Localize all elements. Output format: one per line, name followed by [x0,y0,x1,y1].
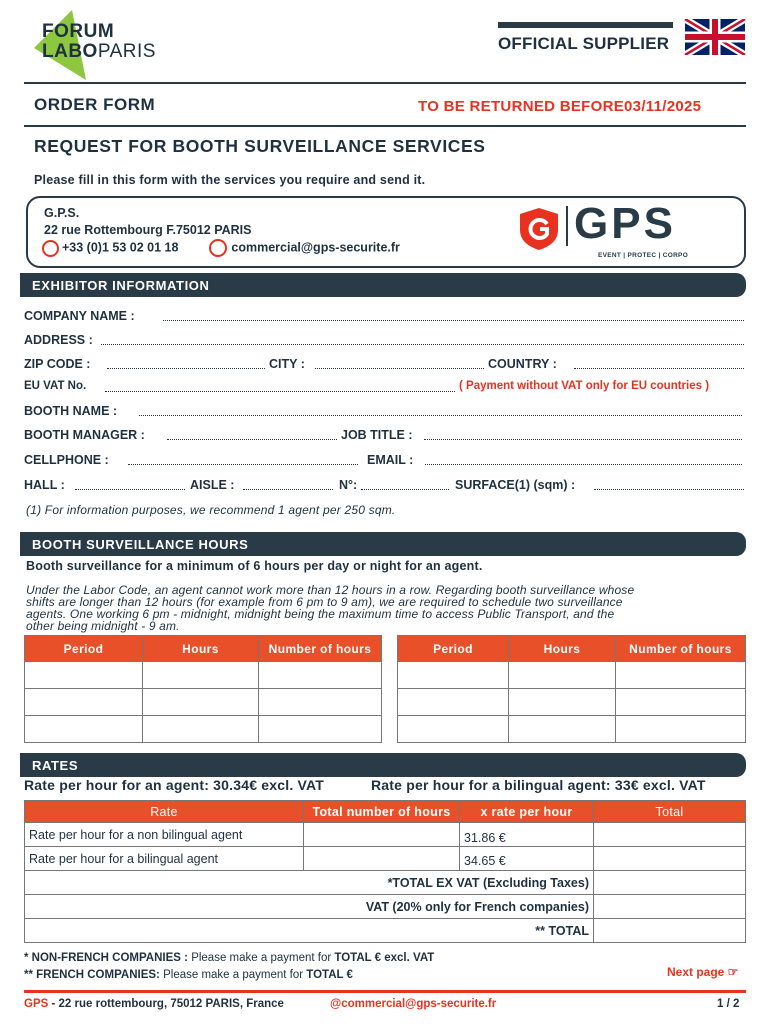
job-title-label: JOB TITLE : [341,428,413,442]
total-input[interactable] [594,919,746,943]
cell-input[interactable] [143,689,259,716]
next-page-link[interactable]: Next page ☞ [667,965,739,979]
cell-input[interactable] [25,716,143,743]
intro-text: Please fill in this form with the services you require and send it. [34,173,426,187]
cell-input[interactable] [259,662,382,689]
cell-input[interactable] [259,716,382,743]
uk-flag-icon[interactable] [684,19,746,55]
col-x-rate: x rate per hour [460,801,594,823]
cell-input[interactable] [509,689,616,716]
cell-input[interactable] [259,689,382,716]
total-ex-vat-label: *TOTAL EX VAT (Excluding Taxes) [25,871,594,895]
bilingual-rate: Rate per hour for a bilingual agent: 33€ excl. VAT [371,777,706,793]
col-hours: Hours [143,636,259,662]
cell-input[interactable] [509,716,616,743]
address-field[interactable] [101,344,744,345]
cell-input[interactable] [398,662,509,689]
page-number: 1 / 2 [717,998,740,1010]
request-title: REQUEST FOR BOOTH SURVEILLANCE SERVICES [34,136,486,156]
table-row [398,689,746,716]
supplier-box [26,196,746,268]
company-field[interactable] [163,320,744,321]
rate-value-bilingual: 34.65 € [460,847,594,871]
supplier-contact [42,239,400,257]
total-input[interactable] [594,823,746,847]
col-period: Period [25,636,143,662]
cell-input[interactable] [509,662,616,689]
col-number-hours: Number of hours [259,636,382,662]
supplier-address: 22 rue Rottembourg F.75012 PARIS [44,223,252,237]
vat-label: VAT (20% only for French companies) [25,895,594,919]
total-hours-input[interactable] [304,823,460,847]
exhibitor-section-title: EXHIBITOR INFORMATION [20,273,746,297]
col-number-hours: Number of hours [616,636,746,662]
footer-rule [24,990,746,993]
table-row [25,847,746,871]
total-input[interactable] [594,847,746,871]
cell-input[interactable] [398,716,509,743]
rate-label-bilingual: Rate per hour for a bilingual agent [25,847,304,871]
french-note: ** FRENCH COMPANIES: Please make a payment for TOTAL € [24,969,353,981]
surface-footnote: (1) For information purposes, we recommend 1 agent per 250 sqm. [26,503,396,517]
logo-divider [566,206,568,246]
cell-input[interactable] [143,662,259,689]
number-field[interactable] [361,489,449,490]
hall-label: HALL : [24,478,65,492]
total-label: ** TOTAL [25,919,594,943]
table-row [25,919,746,943]
col-rate: Rate [25,801,304,823]
cellphone-label: CELLPHONE : [24,453,109,467]
booth-manager-label: BOOTH MANAGER : [24,428,145,442]
header-rule [24,82,746,84]
col-hours: Hours [509,636,616,662]
footer-email[interactable]: @commercial@gps-securite.fr [330,998,497,1010]
table-row [25,689,382,716]
rate-label-non-bilingual: Rate per hour for a non bilingual agent [25,823,304,847]
rates-table [24,800,746,943]
col-total-hours: Total number of hours [304,801,460,823]
total-ex-vat-input[interactable] [594,871,746,895]
non-french-note: * NON-FRENCH COMPANIES : Please make a payment for TOTAL € excl. VAT [24,952,435,964]
logo-line1: FORUM [42,21,115,42]
zip-field[interactable] [107,368,265,369]
table-row [25,871,746,895]
agent-rate: Rate per hour for an agent: 30.34€ excl. VAT [24,777,325,793]
surface-label: SURFACE(1) (sqm) : [455,478,576,492]
supplier-bar [498,22,673,28]
official-supplier: OFFICIAL SUPPLIER [498,34,670,53]
table-row [25,716,382,743]
rate-value-non-bilingual: 31.86 € [460,823,594,847]
title-rule [24,125,746,127]
gps-logo-tagline: EVENT | PROTEC | CORPO [598,252,689,259]
hours-table-right [397,635,746,743]
rates-section-title: RATES [20,753,746,777]
cell-input[interactable] [398,689,509,716]
col-period: Period [398,636,509,662]
job-title-field[interactable] [424,439,742,440]
order-form-title: ORDER FORM [34,95,156,114]
vat-label: EU VAT No. [24,380,87,392]
return-before-date: TO BE RETURNED BEFORE03/11/2025 [418,98,702,115]
table-row [398,662,746,689]
logo-line2: LABOPARIS [42,41,156,62]
footer-address: GPS - 22 rue rottembourg, 75012 PARIS, France [24,998,284,1010]
booth-name-field[interactable] [139,415,742,416]
hours-table-left [24,635,382,743]
cell-input[interactable] [616,662,746,689]
cellphone-field[interactable] [128,464,358,465]
supplier-email[interactable]: commercial@gps-securite.fr [231,240,400,255]
gps-shield-icon [516,206,562,252]
cell-input[interactable] [25,662,143,689]
email-field[interactable] [425,464,742,465]
labor-code-text: Under the Labor Code, an agent cannot work more than 12 hours in a row. Regarding booth surveillance whose shifts are longer than 12 hours (for example from 6 pm to 9 am), we are required to schedule two surveillance agents. One working 6 pm - midnight, midnight being the maximum time to access Public Transport, and the other being midnight - 9 am. [26,583,635,633]
country-label: COUNTRY : [488,357,557,371]
aisle-field[interactable] [243,489,333,490]
cell-input[interactable] [616,716,746,743]
booth-manager-field[interactable] [167,439,337,440]
hours-section-title: BOOTH SURVEILLANCE HOURS [20,532,746,556]
mail-icon [209,239,227,257]
city-label: CITY : [269,357,305,371]
email-label: EMAIL : [367,453,414,467]
gps-logo-text: GPS [574,199,676,248]
forum-labo-logo [26,8,176,78]
phone-icon [42,240,59,257]
vat-field[interactable] [105,391,455,392]
vat-note: ( Payment without VAT only for EU countries ) [459,380,710,392]
supplier-phone: +33 (0)1 53 02 01 18 [62,240,179,255]
table-row [25,895,746,919]
address-label: ADDRESS : [24,333,93,347]
table-row [25,662,382,689]
table-row [25,823,746,847]
col-total: Total [594,801,746,823]
surface-field[interactable] [594,489,744,490]
total-hours-input[interactable] [304,847,460,871]
cell-input[interactable] [616,689,746,716]
aisle-label: AISLE : [190,478,235,492]
table-row [398,716,746,743]
country-field[interactable] [574,368,744,369]
hours-subtitle: Booth surveillance for a minimum of 6 hours per day or night for an agent. [26,559,483,573]
zip-label: ZIP CODE : [24,357,91,371]
cell-input[interactable] [25,689,143,716]
cell-input[interactable] [143,716,259,743]
hall-field[interactable] [75,489,185,490]
company-label: COMPANY NAME : [24,309,135,323]
vat-input[interactable] [594,895,746,919]
number-label: N°: [339,478,358,492]
city-field[interactable] [315,368,484,369]
booth-name-label: BOOTH NAME : [24,404,118,418]
supplier-name: G.P.S. [44,206,80,220]
